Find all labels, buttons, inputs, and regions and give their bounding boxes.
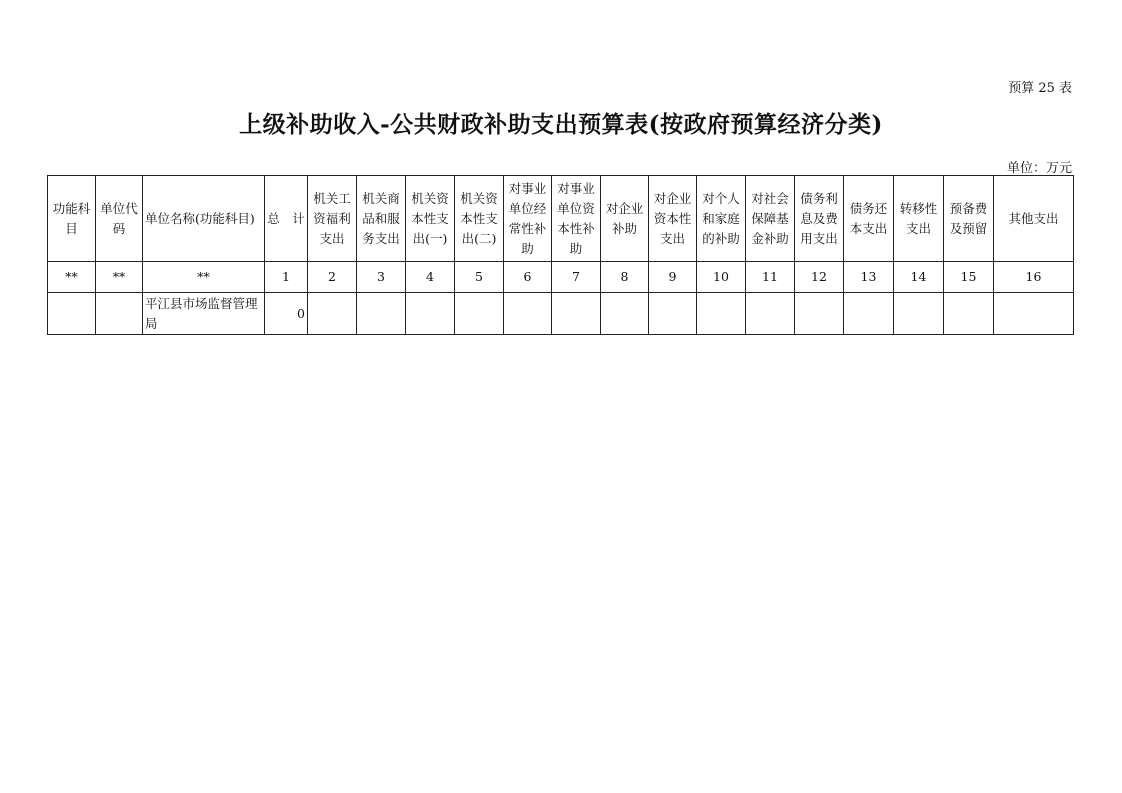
value-cell (308, 293, 357, 335)
header-col-13: 债务还本支出 (844, 176, 894, 262)
index-cell: 1 (265, 262, 308, 293)
unit-label: 单位：万元 (1006, 161, 1072, 176)
header-col-15: 预备费及预留 (944, 176, 994, 262)
index-cell: 7 (552, 262, 601, 293)
total-cell: 0 (265, 293, 308, 335)
index-cell: 8 (601, 262, 649, 293)
value-cell (455, 293, 504, 335)
value-cell (994, 293, 1074, 335)
index-cell: 5 (455, 262, 504, 293)
header-col-9: 对企业资本性支出 (649, 176, 697, 262)
header-col-6: 对事业单位经常性补助 (504, 176, 552, 262)
budget-table (47, 175, 1074, 335)
header-col-11: 对社会保障基金补助 (746, 176, 795, 262)
page-title: 上级补助收入-公共财政补助支出预算表(按政府预算经济分类) (239, 111, 883, 138)
header-col-3: 机关商品和服务支出 (357, 176, 406, 262)
value-cell (406, 293, 455, 335)
index-cell: 12 (795, 262, 844, 293)
index-cell: 10 (697, 262, 746, 293)
table-row (48, 293, 1074, 335)
header-col-16: 其他支出 (994, 176, 1074, 262)
value-cell (894, 293, 944, 335)
index-cell: 2 (308, 262, 357, 293)
value-cell (601, 293, 649, 335)
value-cell (795, 293, 844, 335)
index-cell: 4 (406, 262, 455, 293)
index-cell: 6 (504, 262, 552, 293)
header-col-4: 机关资本性支出(一) (406, 176, 455, 262)
value-cell (357, 293, 406, 335)
form-number: 预算 25 表 (1008, 81, 1072, 96)
unit-code-cell (96, 293, 143, 335)
unit-name-cell: 平江县市场监督管理局 (143, 293, 265, 335)
value-cell (944, 293, 994, 335)
header-row (48, 176, 1074, 262)
index-cell: 11 (746, 262, 795, 293)
index-cell: 13 (844, 262, 894, 293)
index-cell: 3 (357, 262, 406, 293)
index-cell: ** (48, 262, 96, 293)
header-unit-code: 单位代码 (96, 176, 143, 262)
value-cell (504, 293, 552, 335)
index-cell: 16 (994, 262, 1074, 293)
value-cell (746, 293, 795, 335)
value-cell (844, 293, 894, 335)
index-cell: ** (96, 262, 143, 293)
header-col-7: 对事业单位资本性补助 (552, 176, 601, 262)
header-col-14: 转移性支出 (894, 176, 944, 262)
index-cell: 9 (649, 262, 697, 293)
header-func-code: 功能科目 (48, 176, 96, 262)
index-cell: 14 (894, 262, 944, 293)
header-col-5: 机关资本性支出(二) (455, 176, 504, 262)
header-col-10: 对个人和家庭的补助 (697, 176, 746, 262)
column-index-row (48, 262, 1074, 293)
value-cell (649, 293, 697, 335)
header-col-12: 债务利息及费用支出 (795, 176, 844, 262)
header-col-2: 机关工资福利支出 (308, 176, 357, 262)
header-unit-name: 单位名称(功能科目) (143, 176, 265, 262)
index-cell: ** (143, 262, 265, 293)
value-cell (552, 293, 601, 335)
func-code-cell (48, 293, 96, 335)
header-col-8: 对企业补助 (601, 176, 649, 262)
value-cell (697, 293, 746, 335)
header-total: 总 计 (265, 176, 308, 262)
index-cell: 15 (944, 262, 994, 293)
